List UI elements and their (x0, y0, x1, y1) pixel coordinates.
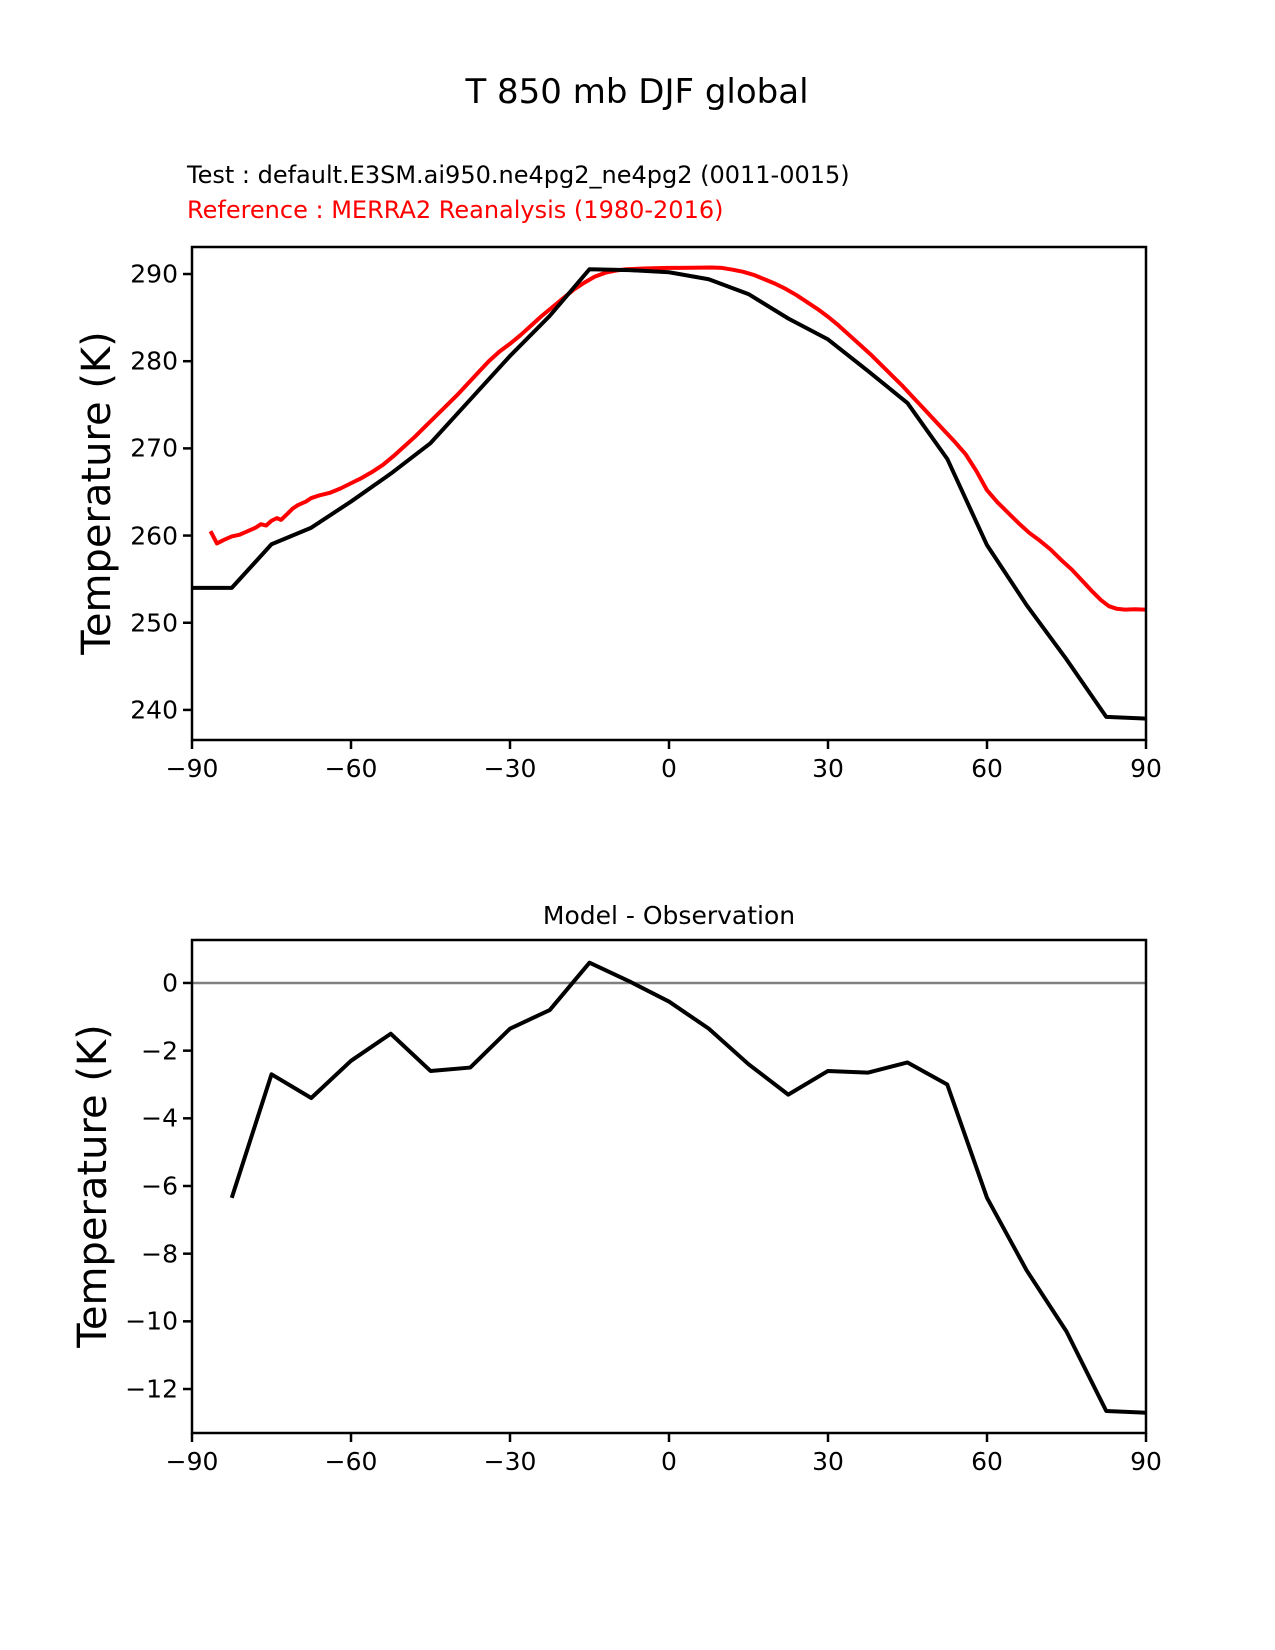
y-tick-label: 270 (130, 433, 178, 463)
y-tick-label: 240 (130, 695, 178, 725)
x-tick-label: 0 (661, 1447, 677, 1476)
bottom-plot-y-axis-label: Temperature (K) (70, 1024, 116, 1348)
y-tick-label: 290 (130, 259, 178, 289)
x-tick-label: 90 (1130, 754, 1162, 783)
x-tick-label: −60 (324, 754, 378, 783)
top-plot-y-axis-label: Temperature (K) (74, 331, 120, 655)
x-tick-label: 90 (1130, 1447, 1162, 1476)
bottom-plot-title: Model - Observation (542, 901, 796, 930)
x-tick-label: 0 (661, 754, 677, 783)
x-tick-label: −30 (483, 1447, 537, 1476)
x-tick-label: −90 (165, 1447, 219, 1476)
axes-frame (192, 940, 1146, 1433)
y-tick-label: 0 (162, 968, 178, 998)
y-tick-label: −6 (141, 1171, 178, 1201)
x-tick-label: −30 (483, 754, 537, 783)
y-tick-label: −12 (125, 1374, 178, 1404)
y-tick-label: −8 (141, 1239, 178, 1269)
figure-title: T 850 mb DJF global (465, 72, 809, 112)
y-tick-label: −4 (141, 1103, 178, 1133)
y-tick-label: 250 (130, 608, 178, 638)
y-tick-label: −2 (141, 1036, 178, 1066)
y-tick-label: 260 (130, 521, 178, 551)
y-tick-label: −10 (125, 1306, 178, 1336)
test-run-label: Test : default.E3SM.ai950.ne4pg2_ne4pg2 (0011-0015) (187, 161, 850, 189)
series-line-test (192, 269, 1146, 718)
x-tick-label: 60 (971, 754, 1003, 783)
y-tick-label: 280 (130, 346, 178, 376)
x-tick-label: −90 (165, 754, 219, 783)
series-line-reference (211, 267, 1146, 609)
x-tick-label: −60 (324, 1447, 378, 1476)
axes-frame (192, 247, 1146, 740)
series-line-test (232, 963, 1146, 1413)
reference-run-label: Reference : MERRA2 Reanalysis (1980-2016) (187, 196, 724, 224)
x-tick-label: 30 (812, 754, 844, 783)
x-tick-label: 60 (971, 1447, 1003, 1476)
x-tick-label: 30 (812, 1447, 844, 1476)
